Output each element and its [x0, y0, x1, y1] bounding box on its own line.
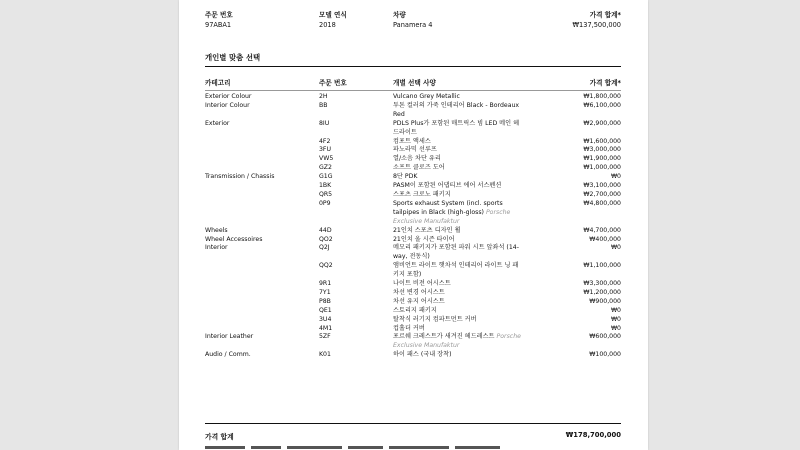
row-category: Interior Leather	[205, 333, 254, 341]
row-code: 3U4	[319, 315, 332, 323]
table-row	[205, 120, 621, 138]
row-description: Vulcano Grey Metallic	[393, 93, 460, 100]
summary-header-order: 주문 번호	[205, 11, 233, 19]
row-code: Q2J	[319, 244, 330, 252]
total-label: 가격 합계	[205, 433, 234, 441]
header-divider	[205, 90, 621, 91]
row-code: 5ZF	[319, 333, 331, 341]
row-category: Transmission / Chassis	[205, 173, 275, 181]
row-price: ₩900,000	[589, 297, 621, 305]
row-description: 컴포트 액세스	[393, 137, 431, 145]
row-description: 21인치 올 시즌 타이어	[393, 235, 455, 243]
row-description: 스토리지 패키지	[393, 306, 437, 314]
row-code: 3FU	[319, 146, 332, 154]
column-category: 카테고리	[205, 79, 231, 87]
row-description: 스포츠 크로노 패키지	[393, 190, 451, 198]
options-table-header	[205, 77, 621, 87]
table-row	[205, 102, 621, 120]
row-category: Audio / Comm.	[205, 351, 251, 359]
table-row	[205, 316, 621, 325]
row-price: ₩1,600,000	[583, 137, 621, 145]
total-row	[205, 431, 621, 441]
row-description: PASM이 포함된 어댑티브 에어 서스펜션	[393, 182, 502, 190]
row-code: K01	[319, 351, 331, 359]
row-price: ₩1,100,000	[583, 262, 621, 270]
table-row	[205, 155, 621, 164]
row-description: 21인치 스포츠 디자인 휠	[393, 226, 461, 234]
row-price: ₩3,100,000	[583, 182, 621, 190]
row-category: Wheels	[205, 226, 228, 234]
row-code: 1BK	[319, 182, 332, 190]
row-code: BB	[319, 101, 328, 109]
row-description-cell	[393, 307, 521, 316]
row-description: 열/소음 차단 유리	[393, 155, 441, 163]
row-description-cell	[393, 93, 521, 102]
row-description: 투톤 컬러의 가죽 인테리어 Black - Bordeaux Red	[393, 101, 520, 118]
row-price: ₩400,000	[589, 235, 621, 243]
row-description-cell	[393, 227, 521, 236]
row-code: 4F2	[319, 137, 331, 145]
row-price: ₩1,900,000	[583, 155, 621, 163]
table-row	[205, 227, 621, 236]
row-code: P8B	[319, 297, 331, 305]
row-description-cell	[393, 182, 521, 191]
row-description: 나이트 비전 어시스트	[393, 280, 451, 288]
row-price: ₩3,000,000	[583, 146, 621, 154]
row-description-cell	[393, 316, 521, 325]
row-description-cell	[393, 351, 521, 360]
row-description: 컵홀더 커버	[393, 324, 425, 332]
row-description-cell	[393, 173, 521, 182]
row-code: 4M1	[319, 324, 333, 332]
table-row	[205, 164, 621, 173]
row-price: ₩1,200,000	[583, 288, 621, 296]
summary-value-row	[205, 21, 621, 33]
row-price: ₩0	[610, 315, 621, 323]
table-row	[205, 333, 621, 351]
column-price: 가격 합계*	[589, 79, 621, 87]
row-description-cell	[393, 164, 521, 173]
row-note: Porsche Exclusive Manufaktur	[393, 333, 521, 350]
row-description-cell	[393, 262, 521, 280]
row-category: Wheel Accessoires	[205, 235, 263, 243]
summary-header-price: 가격 합계*	[589, 11, 621, 19]
row-code: G1G	[319, 173, 333, 181]
row-description: 차선 변경 어시스트	[393, 288, 445, 296]
column-order-number: 주문 번호	[319, 79, 347, 87]
table-row	[205, 200, 621, 227]
table-row	[205, 191, 621, 200]
row-code: 8IU	[319, 119, 330, 127]
footer-text-fragment	[205, 446, 621, 450]
table-row	[205, 280, 621, 289]
table-row	[205, 262, 621, 280]
table-row	[205, 307, 621, 316]
row-description-cell	[393, 155, 521, 164]
row-price: ₩100,000	[589, 351, 621, 359]
row-description: PDLS Plus가 포함된 매트릭스 빔 LED 메인 헤드라이트	[393, 119, 520, 136]
row-code: VW5	[319, 155, 334, 163]
row-description: Sports exhaust System (incl. sports tailpipes in Black (high-gloss)	[393, 199, 503, 216]
total-divider	[205, 423, 621, 424]
row-description: 8단 PDK	[393, 173, 418, 181]
row-code: 7Y1	[319, 288, 331, 296]
summary-vehicle: Panamera 4	[393, 21, 433, 29]
table-row	[205, 146, 621, 155]
row-description-cell	[393, 191, 521, 200]
row-description-cell	[393, 333, 521, 351]
row-description-cell	[393, 102, 521, 120]
table-row	[205, 173, 621, 182]
row-category: Exterior	[205, 119, 230, 127]
row-description: 파노라믹 선루프	[393, 146, 437, 154]
row-code: 0P9	[319, 199, 331, 207]
row-price: ₩6,100,000	[583, 101, 621, 109]
row-category: Interior	[205, 244, 228, 252]
row-code: 9R1	[319, 280, 332, 288]
row-price: ₩1,800,000	[583, 93, 621, 100]
row-price: ₩600,000	[589, 333, 621, 341]
row-code: QO2	[319, 235, 333, 243]
row-code: QQ2	[319, 262, 333, 270]
row-price: ₩4,800,000	[583, 199, 621, 207]
row-price: ₩3,300,000	[583, 280, 621, 288]
section-title: 개인별 맞춤 선택	[205, 53, 261, 62]
row-code: QR5	[319, 190, 333, 198]
summary-header-row	[205, 9, 621, 21]
summary-header-year: 모델 연식	[319, 11, 347, 19]
table-row	[205, 298, 621, 307]
row-category: Interior Colour	[205, 101, 250, 109]
row-price: ₩0	[610, 173, 621, 181]
summary-model-year: 2018	[319, 21, 336, 29]
table-row	[205, 289, 621, 298]
row-price: ₩0	[610, 306, 621, 314]
row-price: ₩2,900,000	[583, 119, 621, 127]
table-row	[205, 351, 621, 360]
row-price: ₩0	[610, 324, 621, 332]
row-description-cell	[393, 200, 521, 227]
section-divider	[205, 66, 621, 67]
row-code: GZ2	[319, 164, 332, 172]
row-note: Porsche Exclusive Manufaktur	[393, 208, 511, 225]
table-row	[205, 93, 621, 102]
row-description: 소프트 클로즈 도어	[393, 164, 445, 172]
column-option: 개별 선택 사양	[393, 79, 436, 87]
summary-header-vehicle: 차량	[393, 11, 406, 19]
row-price: ₩0	[610, 244, 621, 252]
row-category: Exterior Colour	[205, 93, 252, 100]
row-description-cell	[393, 244, 521, 262]
row-description: 차선 유지 어시스트	[393, 297, 445, 305]
row-code: 2H	[319, 93, 328, 100]
row-description-cell	[393, 146, 521, 155]
row-price: ₩1,000,000	[583, 164, 621, 172]
row-description: 메모리 패키지가 포함된 파워 시트 앞좌석 (14-way, 전동식)	[393, 244, 519, 261]
row-description: 하이 패스 (국내 장착)	[393, 351, 452, 359]
row-code: 44D	[319, 226, 332, 234]
summary-price: ₩137,500,000	[572, 21, 621, 29]
row-code: QE1	[319, 306, 332, 314]
table-row	[205, 182, 621, 191]
table-row	[205, 244, 621, 262]
summary-order-number: 97ABA1	[205, 21, 232, 29]
row-description-cell	[393, 298, 521, 307]
row-description-cell	[393, 120, 521, 138]
document-page	[179, 0, 648, 450]
row-price: ₩4,700,000	[583, 226, 621, 234]
options-table-body	[205, 93, 621, 360]
row-description: 앰비언트 라이트 햇차석 인테리어 라이트 닝 패키지 포함)	[393, 262, 519, 279]
row-description: 포르쉐 크레스트가 새겨진 헤드레스트	[393, 333, 495, 341]
row-description: 탈착식 러기지 컴파트먼트 커버	[393, 315, 477, 323]
row-price: ₩2,700,000	[583, 190, 621, 198]
row-description-cell	[393, 280, 521, 289]
total-value: ₩178,700,000	[565, 431, 621, 439]
row-description-cell	[393, 289, 521, 298]
